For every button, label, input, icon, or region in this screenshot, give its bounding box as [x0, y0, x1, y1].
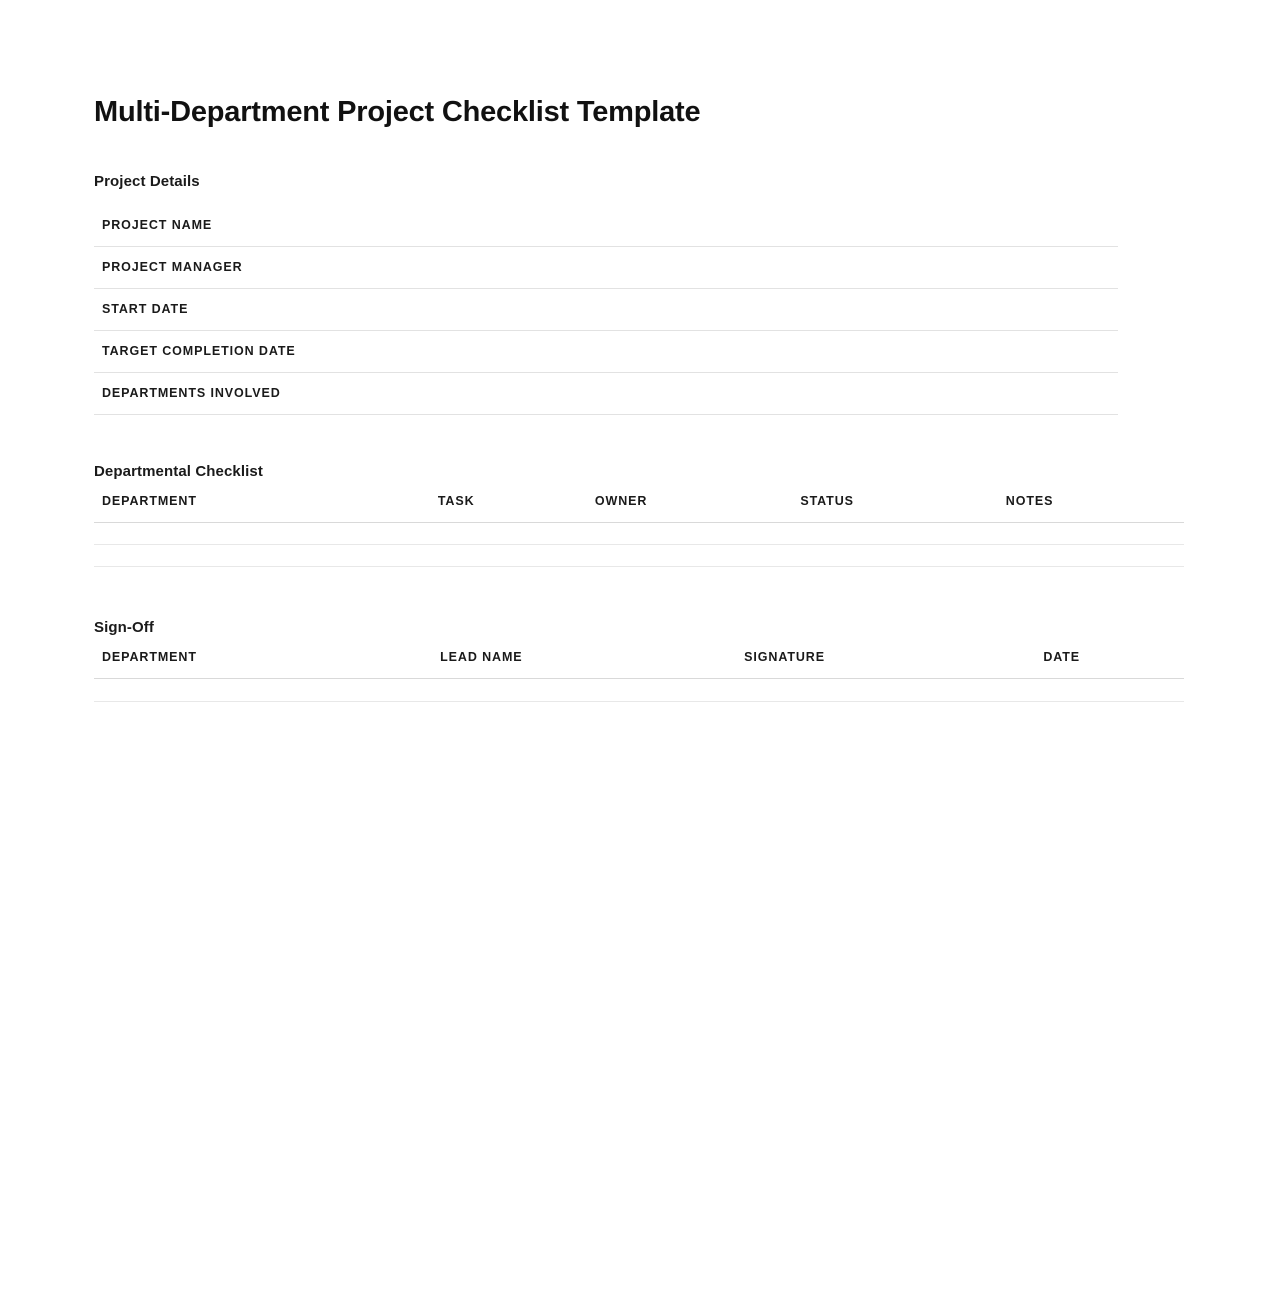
column-header-lead-name: LEAD NAME	[432, 650, 736, 679]
column-header-status: STATUS	[792, 494, 997, 523]
column-header-signature: SIGNATURE	[736, 650, 1035, 679]
cell-department	[94, 522, 430, 544]
cell-department	[94, 678, 432, 701]
cell-task	[430, 544, 587, 566]
project-details-section	[94, 173, 1184, 415]
cell-notes	[998, 544, 1184, 566]
column-header-department: DEPARTMENT	[94, 494, 430, 523]
departmental-checklist-table	[94, 494, 1184, 567]
departments-involved-label: DEPARTMENTS INVOLVED	[94, 372, 1118, 414]
project-name-label: PROJECT NAME	[94, 204, 1118, 246]
table-row	[94, 330, 1118, 372]
project-details-table	[94, 204, 1118, 415]
table-row	[94, 544, 1184, 566]
cell-department	[94, 544, 430, 566]
column-header-notes: NOTES	[998, 494, 1184, 523]
table-row	[94, 288, 1118, 330]
cell-signature	[736, 678, 1035, 701]
table-row	[94, 246, 1118, 288]
sign-off-table	[94, 650, 1184, 702]
table-row	[94, 372, 1118, 414]
cell-lead-name	[432, 678, 736, 701]
cell-owner	[587, 544, 792, 566]
table-header-row	[94, 650, 1184, 679]
table-header-row	[94, 494, 1184, 523]
table-row	[94, 522, 1184, 544]
column-header-owner: OWNER	[587, 494, 792, 523]
project-details-heading: Project Details	[94, 173, 200, 191]
project-manager-label: PROJECT MANAGER	[94, 246, 1118, 288]
target-completion-date-label: TARGET COMPLETION DATE	[94, 330, 1118, 372]
cell-task	[430, 522, 587, 544]
sign-off-section	[94, 619, 1184, 702]
sign-off-heading: Sign-Off	[94, 618, 154, 636]
departmental-checklist-heading: Departmental Checklist	[94, 462, 263, 480]
cell-owner	[587, 522, 792, 544]
column-header-department: DEPARTMENT	[94, 650, 432, 679]
column-header-date: DATE	[1035, 650, 1184, 679]
column-header-task: TASK	[430, 494, 587, 523]
table-row	[94, 204, 1118, 246]
cell-status	[792, 522, 997, 544]
table-row	[94, 678, 1184, 701]
page-title: Multi-Department Project Checklist Template	[94, 96, 701, 128]
cell-date	[1035, 678, 1184, 701]
start-date-label: START DATE	[94, 288, 1118, 330]
cell-notes	[998, 522, 1184, 544]
cell-status	[792, 544, 997, 566]
departmental-checklist-section	[94, 463, 1184, 567]
